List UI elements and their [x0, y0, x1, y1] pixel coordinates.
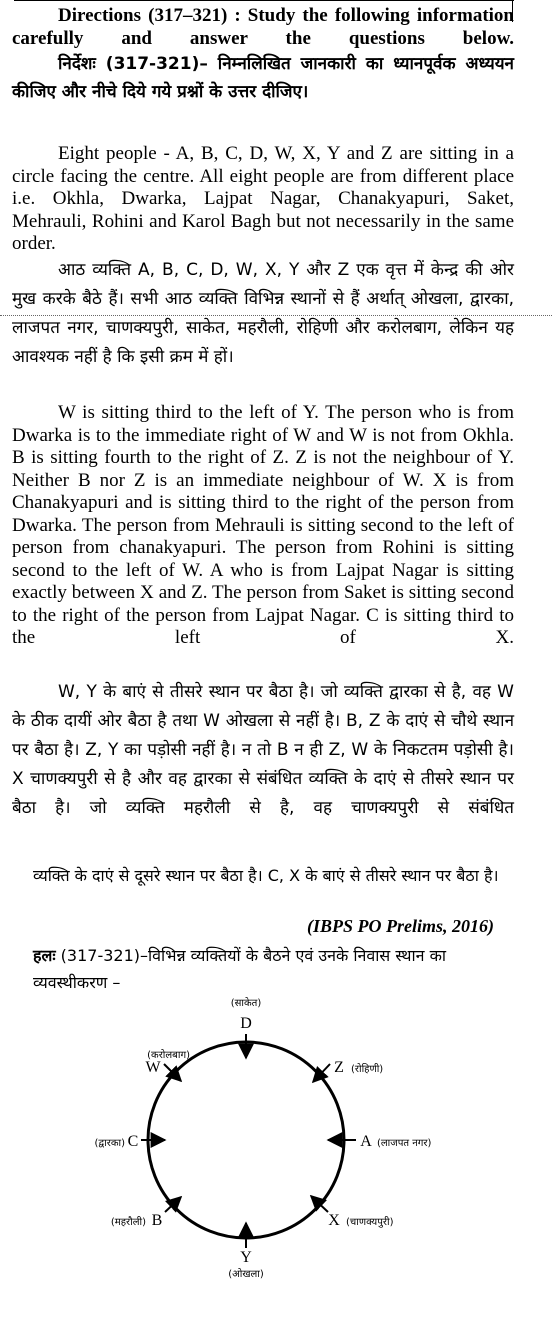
seat-place-b: (महरौली): [110, 1217, 146, 1228]
directions-english: Directions (317–321) : Study the following information carefully and answer the questions below.: [12, 5, 514, 49]
clues-hindi-part-1: W, Y के बाएं से तीसरे स्थान पर बैठा है। जो व्यक्ति द्वारका से है, वह W के ठीक दायीं ओर बैठा है तथा W ओखला से नहीं है। B, Z के दाएं से चौथे स्थान पर बैठा है। Z, Y का पड़ोसी नहीं है। न तो B न ही Z, W के निकटतम पड़ोसी है। X चाणक्यपुरी से है और वह द्वारका से संबंधित व्यक्ति के दाएं से तीसरे स्थान पर बैठा है। जो व्यक्ति महरौली से है, वह चाणक्यपुरी से संबंधित: [12, 682, 514, 818]
seat-letter-d: D: [240, 1015, 252, 1032]
seat-place-w: (करोलबाग): [147, 1050, 190, 1061]
source-citation: (IBPS PO Prelims, 2016): [307, 916, 494, 936]
directions-hindi: निर्देशः (317-321)– निम्नलिखित जानकारी का ध्यानपूर्वक अध्ययन कीजिए और नीचे दिये गये प्रश्नों के उत्तर दीजिए।: [12, 54, 514, 102]
seat-letter-c: C: [127, 1133, 139, 1150]
seat-place-z: (रोहिणी): [351, 1064, 384, 1075]
intro-english: Eight people - A, B, C, D, W, X, Y and Z are sitting in a circle facing the centre. All eight people are from different place i.e. Okhla, Dwarka, Lajpat Nagar, Chanakyapuri, Saket, Mehrauli, Rohini and Karol Bagh but not necessarily in the same order.: [12, 143, 514, 254]
clues-english: W is sitting third to the left of Y. The person who is from Dwarka is to the immediate right of W and W is not from Okhla. B is sitting fourth to the right of Z. Z is not the neighbour of Y. Neither B nor Z is an immediate neighbour of W. X is from Chanakyapuri and is sitting third to the right of the person from Dwarka. The person from Mehrauli is sitting second to the left of person from chanakyapuri. The person from Rohini is sitting second to the left of W. A who is from Lajpat Nagar is sitting exactly between X and Z. The person from Saket is sitting second to the right of the person from Lajpat Nagar. C is sitting third to the left of X.: [12, 402, 514, 648]
seat-letter-a: A: [360, 1133, 372, 1150]
seat-letter-x: X: [328, 1212, 340, 1229]
seat-letter-w: W: [145, 1059, 161, 1076]
seating-circle: [148, 1042, 344, 1238]
seat-c: [94, 1133, 165, 1150]
seat-letter-z: Z: [334, 1059, 344, 1076]
seat-letter-b: B: [151, 1212, 163, 1229]
solution-text: (317-321)–विभिन्न व्यक्तियों के बैठने एवं उनके निवास स्थान का व्यवस्थीकरण –: [33, 946, 447, 992]
clues-hindi-part-2: व्यक्ति के दाएं से दूसरे स्थान पर बैठा है। C, X के बाएं से तीसरे स्थान पर बैठा है।: [33, 866, 499, 885]
solution-label: हलः: [33, 946, 56, 965]
seat-d: [231, 997, 262, 1058]
seat-place-y: (ओखला): [228, 1269, 264, 1280]
seat-place-c: (द्वारका): [94, 1138, 125, 1149]
seat-arrow-w: [164, 1064, 181, 1081]
seat-letter-y: Y: [240, 1249, 252, 1266]
seat-place-d: (साकेत): [230, 998, 262, 1009]
seat-y: [228, 1223, 264, 1280]
seat-place-a: (लाजपत नगर): [377, 1138, 432, 1149]
intro-hindi: आठ व्यक्ति A, B, C, D, W, X, Y और Z एक वृत्त में केन्द्र की ओर मुख करके बैठे हैं। सभी आठ व्यक्ति विभिन्न स्थानों से हैं अर्थात् ओखला, द्वारका, लाजपत नगर, चाणक्यपुरी, साकेत, महरौली, रोहिणी और करोलबाग, लेकिन यह आवश्यक नहीं है कि इसी क्रम में हों।: [12, 260, 514, 367]
seat-place-x: (चाणक्यपुरी): [346, 1217, 394, 1228]
